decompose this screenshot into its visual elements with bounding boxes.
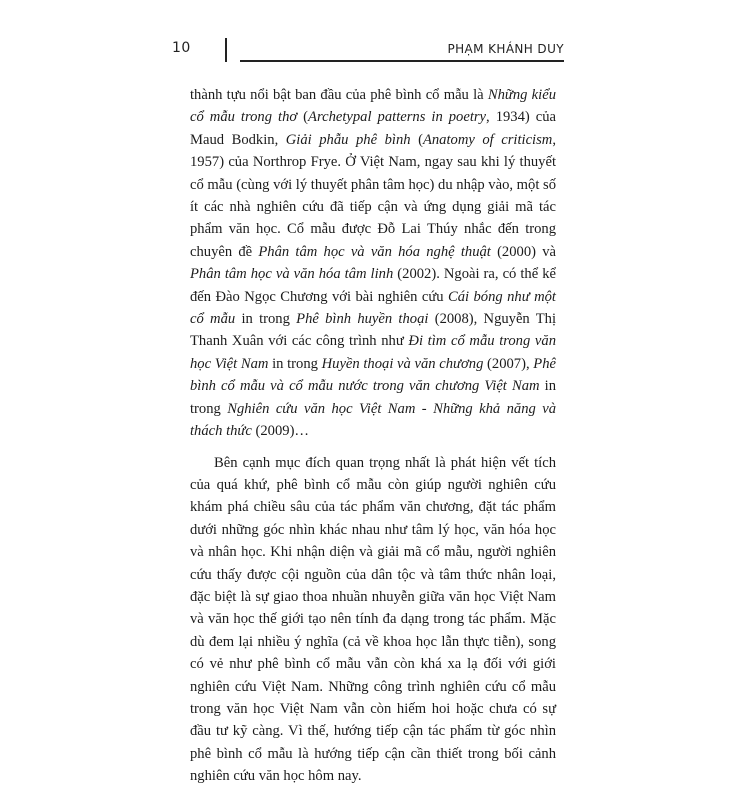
text-run: ( <box>410 131 423 148</box>
text-run: ( <box>297 109 309 126</box>
text-run: (2009)… <box>251 423 310 440</box>
italic-title: Cái bóng như một cổ mẫu <box>190 288 556 328</box>
text-run: (2002). Ngoài ra, có thể kể đến Đào Ngọc Chương với bài nghiên cứu <box>190 266 556 305</box>
italic-title: Đi tìm cổ mẫu trong văn học Việt Nam <box>190 333 556 372</box>
text-run: in trong <box>235 311 297 328</box>
italic-title: Nghiên cứu văn học Việt Nam - Những khả năng và thách thức <box>190 400 556 440</box>
running-header <box>172 38 564 64</box>
text-run: in trong <box>268 355 322 372</box>
header-rule <box>240 60 564 62</box>
text-run: , 1934) của Maud Bodkin, <box>190 109 556 148</box>
running-header-author: PHẠM KHÁNH DUY <box>447 42 564 56</box>
italic-title: Anatomy of criticism <box>422 131 553 148</box>
italic-title: Phân tâm học và văn hóa nghệ thuật <box>258 243 491 260</box>
italic-title: Archetypal patterns in poetry <box>308 109 487 126</box>
italic-title: Phê bình cổ mẫu và cổ mẫu nước trong văn chương Việt Nam <box>190 355 556 395</box>
page-number: 10 <box>172 40 191 56</box>
header-vertical-bar <box>225 38 227 62</box>
body-text <box>190 84 556 788</box>
italic-title: Giải phẫu phê bình <box>285 131 411 148</box>
text-run: (2000) và <box>490 243 556 260</box>
text-run: , 1957) của Northrop Frye. Ở Việt Nam, ngay sau khi lý thuyết cổ mẫu (cùng với lý thuyết phân tâm học) du nhập vào, một số ít các nhà nghiên cứu đã tiếp cận và ứng dụng giải mã tác phẩm văn học. Cổ mẫu được Đỗ Lai Thúy nhắc đến trong chuyên đề <box>190 131 556 260</box>
italic-title: Phê bình huyền thoại <box>296 311 429 328</box>
text-run: in trong <box>190 378 556 417</box>
italic-title: Phân tâm học và văn hóa tâm linh <box>190 266 394 283</box>
paragraph <box>190 452 556 788</box>
paragraph <box>190 84 556 443</box>
text-run: thành tựu nổi bật ban đầu của phê bình cổ mẫu là <box>190 87 488 103</box>
text-run: Bên cạnh mục đích quan trọng nhất là phát hiện vết tích của quá khứ, phê bình cổ mẫu còn giúp người nghiên cứu khám phá chiều sâu của tác phẩm văn chương, đặt tác phẩm dưới những góc nhìn khác nhau như tâm lý học, văn hóa học và nhân học. Khi nhận diện và giải mã cổ mẫu, người nghiên cứu thấy được cội nguồn của dân tộc và tâm thức nhân loại, đặc biệt là sự giao thoa nhuần nhuyễn giữa văn học Việt Nam và văn học thế giới tạo nên tính đa dạng trong tác phẩm. Mặc dù đem lại nhiều ý nghĩa (cả về khoa học lẫn thực tiễn), song có vẻ như phê bình cổ mẫu vẫn còn khá xa lạ đối với giới nghiên cứu Việt Nam. Những công trình nghiên cứu cổ mẫu trong văn học Việt Nam vẫn còn hiếm hoi hoặc chưa có sự đầu tư kỹ càng. Vì thế, hướng tiếp cận tác phẩm từ góc nhìn phê bình cổ mẫu là hướng tiếp cận cần thiết trong bối cảnh nghiên cứu văn học hôm nay. <box>190 454 556 785</box>
italic-title: Huyền thoại và văn chương <box>321 355 484 372</box>
text-run: (2007), <box>483 355 534 372</box>
italic-title: Những kiểu cổ mẫu trong thơ <box>190 87 556 126</box>
text-run: (2008), Nguyễn Thị Thanh Xuân với các công trình như <box>190 311 556 350</box>
